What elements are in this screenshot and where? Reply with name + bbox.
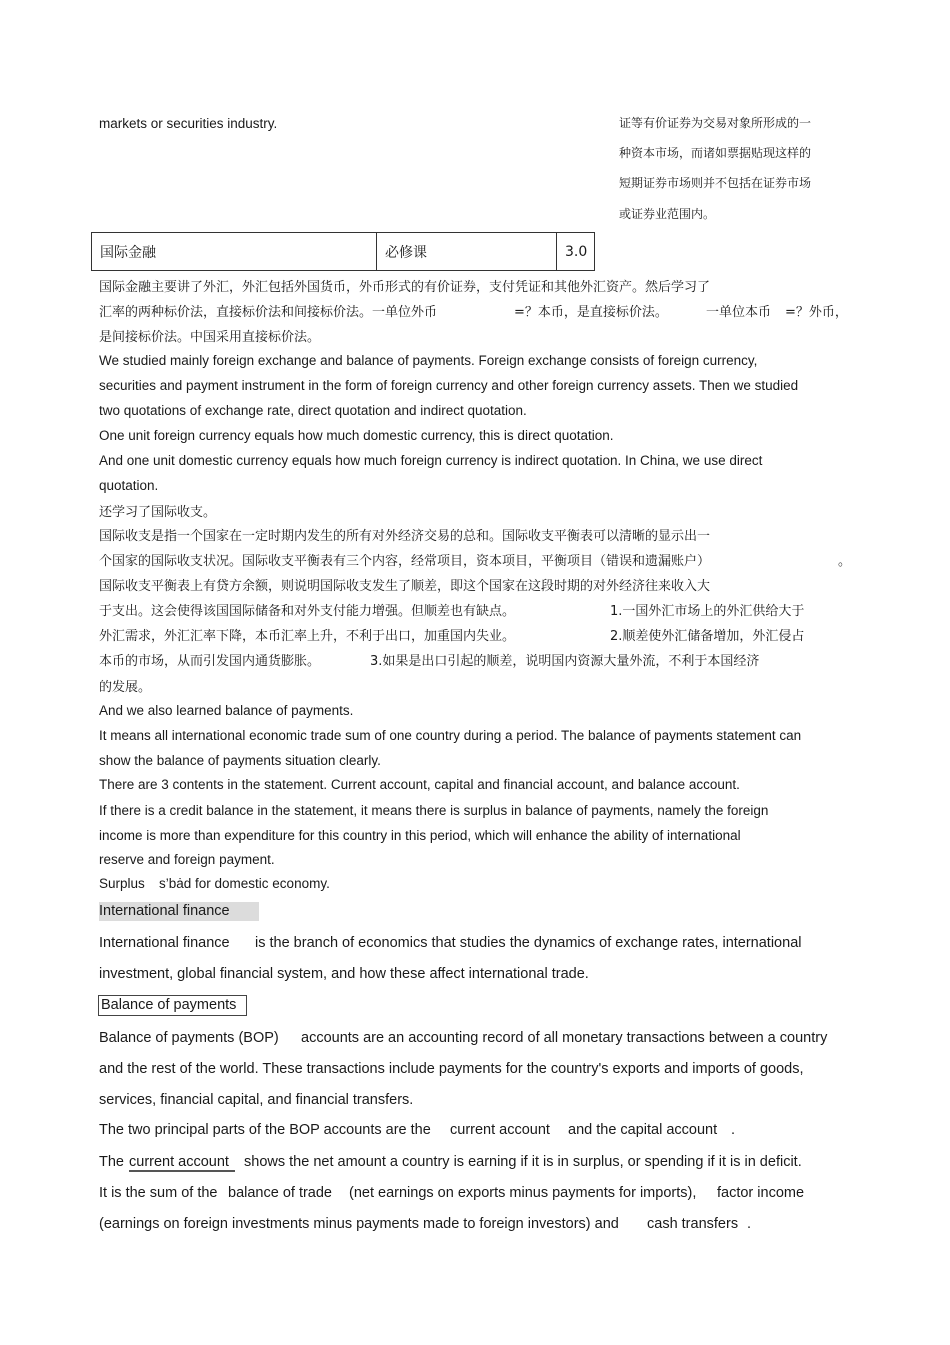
paragraph-line: shows the net amount a country is earning if it is in surplus, or spending if it is in deficit.: [244, 1154, 802, 1170]
chinese-fragment-line: 或证券业范围内。: [619, 207, 716, 221]
course-type: 必修课: [377, 233, 557, 271]
en-intro-line: One unit foreign currency equals how much domestic currency, this is direct quotation.: [99, 428, 614, 443]
english-fragment: markets or securities industry.: [99, 116, 278, 131]
en-intro-line: And one unit domestic currency equals how much foreign currency is indirect quotation. In China, we use direct: [99, 453, 763, 468]
cn-bop-line: 1.一国外汇市场上的外汇供给大于: [610, 604, 805, 619]
cn-bop-line: 于支出。这会使得该国国际储备和对外支付能力增强。但顺差也有缺点。: [99, 604, 516, 619]
surplus-label: Surplus: [99, 876, 145, 891]
en-intro-line: quotation.: [99, 478, 159, 493]
term-factor-income: factor income: [717, 1185, 805, 1201]
paragraph-line: (net earnings on exports minus payments for imports),: [349, 1185, 697, 1201]
term-international-finance: International finance: [99, 935, 230, 951]
cn-intro-line: =？本币，是直接标价法。: [514, 305, 668, 320]
cn-bop-line: 。: [838, 554, 852, 569]
en-intro-line: We studied mainly foreign exchange and balance of payments. Foreign exchange consists of foreign currency,: [99, 353, 758, 368]
cn-intro-line: 国际金融主要讲了外汇，外汇包括外国货币，外币形式的有价证券，支付凭证和其他外汇资产。然后学习了: [99, 280, 711, 295]
course-row: [92, 233, 595, 271]
cn-bop-line: 外汇需求，外汇汇率下降，本币汇率上升，不利于出口，加重国内失业。: [99, 629, 516, 644]
course-credits: 3.0: [557, 233, 595, 271]
en-intro-line: securities and payment instrument in the form of foreign currency and other foreign currency assets. Then we studied: [99, 378, 799, 393]
term-capital-account: and the capital account: [568, 1122, 718, 1138]
cn-bop-line: 个国家的国际收支状况。国际收支平衡表有三个内容，经常项目，资本项目，平衡项目（错误和遗漏账户）: [99, 554, 711, 569]
en-bop-line: income is more than expenditure for this country in this period, which will enhance the ability of international: [99, 828, 741, 843]
en-bop-line: It means all international economic trade sum of one country during a period. The balance of payments statement can: [99, 728, 802, 743]
paragraph-line: services, financial capital, and financial transfers.: [99, 1092, 414, 1108]
en-bop-line: And we also learned balance of payments.: [99, 703, 354, 718]
period: .: [731, 1122, 736, 1138]
paragraph-line: investment, global financial system, and how these affect international trade.: [99, 966, 589, 982]
en-intro-line: two quotations of exchange rate, direct quotation and indirect quotation.: [99, 403, 527, 418]
en-bop-line: show the balance of payments situation clearly.: [99, 753, 381, 768]
term-bop: Balance of payments (BOP): [99, 1030, 279, 1046]
course-name: 国际金融: [92, 233, 377, 271]
cn-bop-line: 还学习了国际收支。: [99, 505, 217, 520]
chinese-fragment-line: 种资本市场，而诸如票据贴现这样的: [619, 146, 812, 160]
term-current-account-underlined: current account: [129, 1154, 235, 1172]
cn-intro-line: 汇率的两种标价法，直接标价法和间接标价法。一单位外币: [99, 305, 438, 320]
cn-bop-line: 的发展。: [99, 680, 152, 695]
cn-bop-line: 国际收支是指一个国家在一定时期内发生的所有对外经济交易的总和。国际收支平衡表可以清晰的显示出一: [99, 529, 711, 544]
cn-intro-line: =？外币，: [785, 305, 848, 320]
chinese-fragment-line: 短期证券市场则并不包括在证券市场: [619, 176, 812, 190]
surplus-text: s’bȧd for domestic economy.: [159, 876, 330, 891]
paragraph-line: is the branch of economics that studies the dynamics of exchange rates, international: [255, 935, 802, 951]
paragraph-line: The: [99, 1154, 124, 1170]
paragraph-line: It is the sum of the: [99, 1185, 218, 1201]
section-heading-international-finance: International finance: [99, 902, 259, 921]
term-current-account: current account: [450, 1122, 550, 1138]
paragraph-line: (earnings on foreign investments minus payments made to foreign investors) and: [99, 1216, 619, 1232]
section-heading-balance-of-payments: Balance of payments: [98, 995, 247, 1016]
paragraph-line: The two principal parts of the BOP accounts are the: [99, 1122, 431, 1138]
paragraph-line: accounts are an accounting record of all monetary transactions between a country: [301, 1030, 828, 1046]
cn-intro-line: 一单位本币: [706, 305, 772, 320]
cn-intro-line: 是间接标价法。中国采用直接标价法。: [99, 330, 321, 345]
period: .: [747, 1216, 752, 1232]
paragraph-line: and the rest of the world. These transactions include payments for the country's exports and imports of goods,: [99, 1061, 804, 1077]
term-cash-transfers: cash transfers: [647, 1216, 739, 1232]
en-bop-line: reserve and foreign payment.: [99, 852, 275, 867]
cn-bop-line: 本币的市场，从而引发国内通货膨胀。: [99, 654, 321, 669]
cn-bop-line: 2.顺差使外汇储备增加，外汇侵占: [610, 629, 805, 644]
term-balance-of-trade: balance of trade: [228, 1185, 332, 1201]
cn-bop-line: 3.如果是出口引起的顺差，说明国内资源大量外流，不利于本国经济: [370, 654, 760, 669]
chinese-fragment-line: 证等有价证券为交易对象所形成的一: [619, 116, 812, 130]
cn-bop-line: 国际收支平衡表上有贷方余额，则说明国际收支发生了顺差，即这个国家在这段时期的对外经济往来收入大: [99, 579, 711, 594]
course-table: [91, 232, 595, 271]
en-bop-line: There are 3 contents in the statement. Current account, capital and financial account, and balance account.: [99, 777, 740, 792]
en-bop-line: If there is a credit balance in the statement, it means there is surplus in balance of payments, namely the foreign: [99, 803, 769, 818]
